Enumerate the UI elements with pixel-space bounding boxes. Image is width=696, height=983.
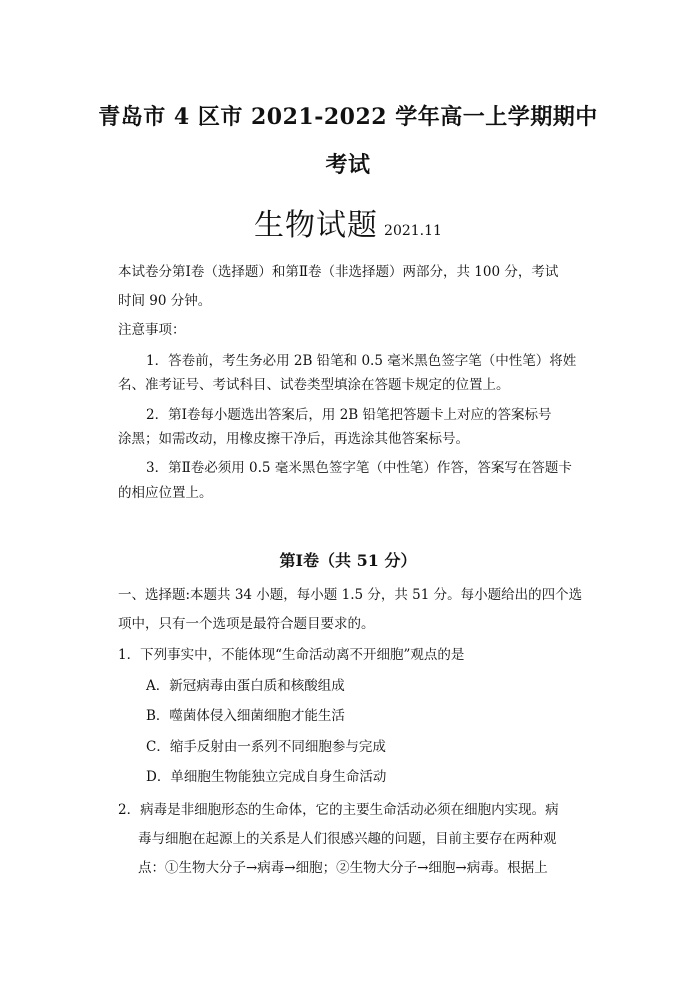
intro-line2: 时间 90 分钟。 bbox=[118, 293, 212, 309]
question-2-stem-line3: 点：①生物大分子→病毒→细胞；②生物大分子→细胞→病毒。根据上 bbox=[138, 860, 548, 876]
note-2-line2: 涂黑；如需改动，用橡皮擦干净后，再选涂其他答案标号。 bbox=[118, 431, 469, 447]
notice-label: 注意事项： bbox=[118, 322, 186, 338]
section1-heading: 第Ⅰ卷（共 51 分） bbox=[279, 551, 417, 570]
exam-title-line1: 青岛市 4 区市 2021-2022 学年高一上学期期中 bbox=[98, 104, 598, 130]
question-1-option-a: A．新冠病毒由蛋白质和核酸组成 bbox=[146, 678, 345, 694]
section1-instruction-line2: 项中，只有一个选项是最符合题目要求的。 bbox=[118, 616, 375, 632]
exam-title-line2: 考试 bbox=[325, 152, 371, 178]
subject-line bbox=[0, 200, 696, 244]
note-3-line1: 3．第Ⅱ卷必须用 0.5 毫米黑色签字笔（中性笔）作答，答案写在答题卡 bbox=[146, 460, 572, 476]
question-1-option-b: B．噬菌体侵入细菌细胞才能生活 bbox=[146, 708, 345, 724]
subject-title: 生物试题 bbox=[254, 208, 379, 243]
note-3-line2: 的相应位置上。 bbox=[118, 485, 213, 501]
question-1-option-c: C．缩手反射由一系列不同细胞参与完成 bbox=[146, 739, 386, 755]
intro-line1: 本试卷分第Ⅰ卷（选择题）和第Ⅱ卷（非选择题）两部分，共 100 分，考试 bbox=[118, 264, 559, 280]
section1-instruction-line1: 一、选择题:本题共 34 小题，每小题 1.5 分，共 51 分。每小题给出的四个选 bbox=[118, 587, 583, 603]
note-1-line1: 1．答卷前，考生务必用 2B 铅笔和 0.5 毫米黑色签字笔（中性笔）将姓 bbox=[146, 353, 577, 369]
exam-date: 2021.11 bbox=[384, 223, 442, 239]
note-2-line1: 2．第Ⅰ卷每小题选出答案后，用 2B 铅笔把答题卡上对应的答案标号 bbox=[146, 407, 552, 423]
question-1-stem: 1．下列事实中，不能体现“生命活动离不开细胞”观点的是 bbox=[118, 647, 465, 663]
question-2-stem-line2: 毒与细胞在起源上的关系是人们很感兴趣的问题，目前主要存在两种观 bbox=[138, 831, 557, 847]
question-2-stem-line1: 2．病毒是非细胞形态的生命体，它的主要生命活动必须在细胞内实现。病 bbox=[118, 802, 559, 818]
note-1-line2: 名、准考证号、考试科目、试卷类型填涂在答题卡规定的位置上。 bbox=[118, 377, 510, 393]
question-1-option-d: D．单细胞生物能独立完成自身生命活动 bbox=[146, 769, 387, 785]
